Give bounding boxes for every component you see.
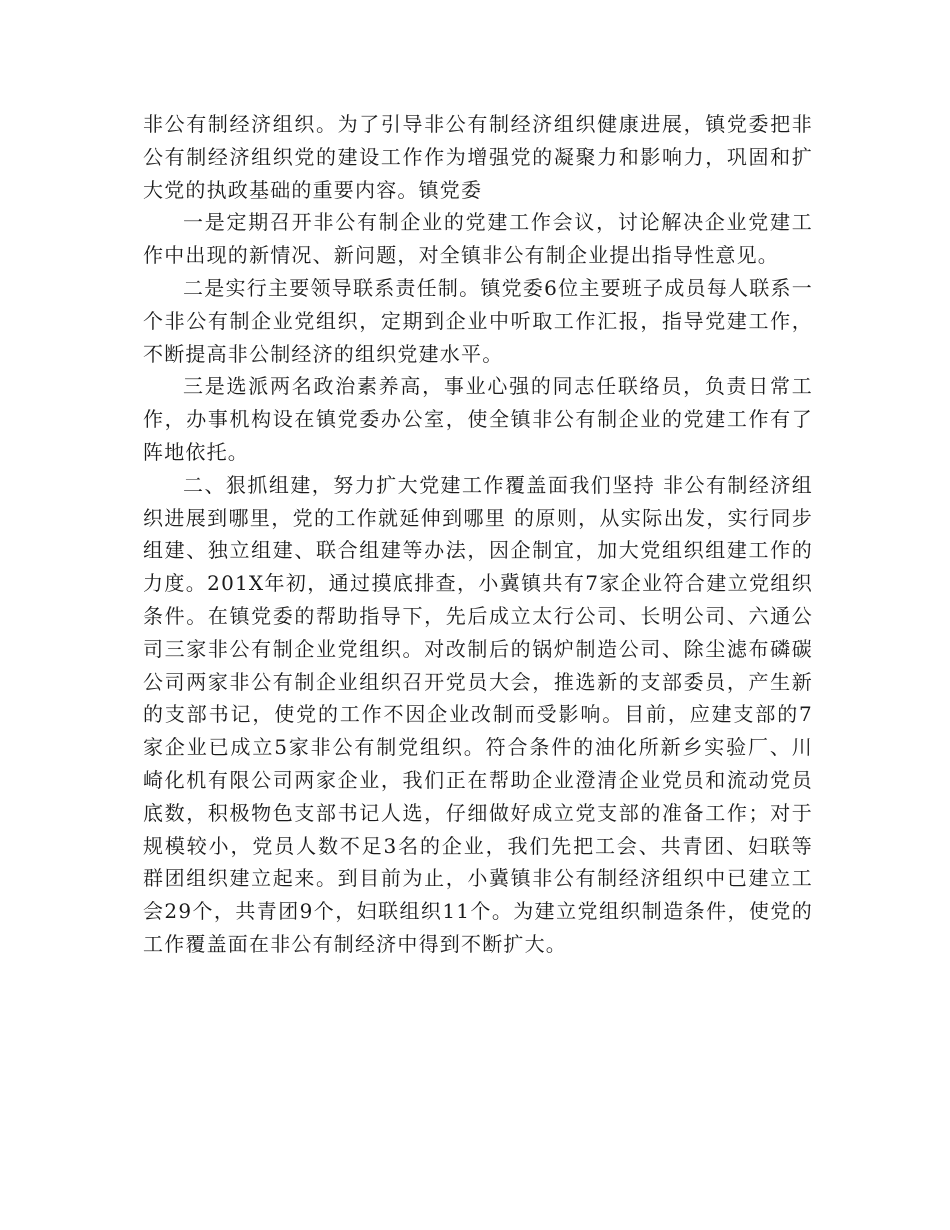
paragraph-point-three: 三是选派两名政治素养高，事业心强的同志任联络员，负责日常工作，办事机构设在镇党委办公室，使全镇非公有制企业的党建工作有了阵地依托。: [143, 374, 813, 464]
paragraph-intro: 非公有制经济组织。为了引导非公有制经济组织健康进展，镇党委把非公有制经济组织党的建设工作作为增强党的凝聚力和影响力，巩固和扩大党的执政基础的重要内容。镇党委: [143, 112, 813, 202]
paragraph-point-two: 二是实行主要领导联系责任制。镇党委6位主要班子成员每人联系一个非公有制企业党组织，定期到企业中听取工作汇报，指导党建工作，不断提高非公制经济的组织党建水平。: [143, 275, 813, 366]
paragraph-section-two: 二、狠抓组建，努力扩大党建工作覆盖面我们坚持 非公有制经济组织进展到哪里，党的工作就延伸到哪里 的原则，从实际出发，实行同步组建、独立组建、联合组建等办法，因企制宜，加大党组织组建工作的力度。201X年初，通过摸底排查，小冀镇共有7家企业符合建立党组织条件。在镇党委的帮助指导下，先后成立太行公司、长明公司、六通公司三家非公有制企业党组织。对改制后的锅炉制造公司、除尘滤布磷碳公司两家非公有制企业组织召开党员大会，推选新的支部委员，产生新的支部书记，使党的工作不因企业改制而受影响。目前，应建支部的7家企业已成立5家非公有制党组织。符合条件的油化所新乡实验厂、川崎化机有限公司两家企业，我们正在帮助企业澄清企业党员和流动党员底数，积极物色支部书记人选，仔细做好成立党支部的准备工作；对于规模较小，党员人数不足3名的企业，我们先把工会、共青团、妇联等群团组织建立起来。到目前为止，小冀镇非公有制经济组织中已建立工会29个，共青团9个，妇联组织11个。为建立党组织制造条件，使党的工作覆盖面在非公有制经济中得到不断扩大。: [143, 472, 813, 956]
paragraph-point-one: 一是定期召开非公有制企业的党建工作会议，讨论解决企业党建工作中出现的新情况、新问题，对全镇非公有制企业提出指导性意见。: [143, 210, 813, 268]
document-body: [143, 108, 813, 961]
